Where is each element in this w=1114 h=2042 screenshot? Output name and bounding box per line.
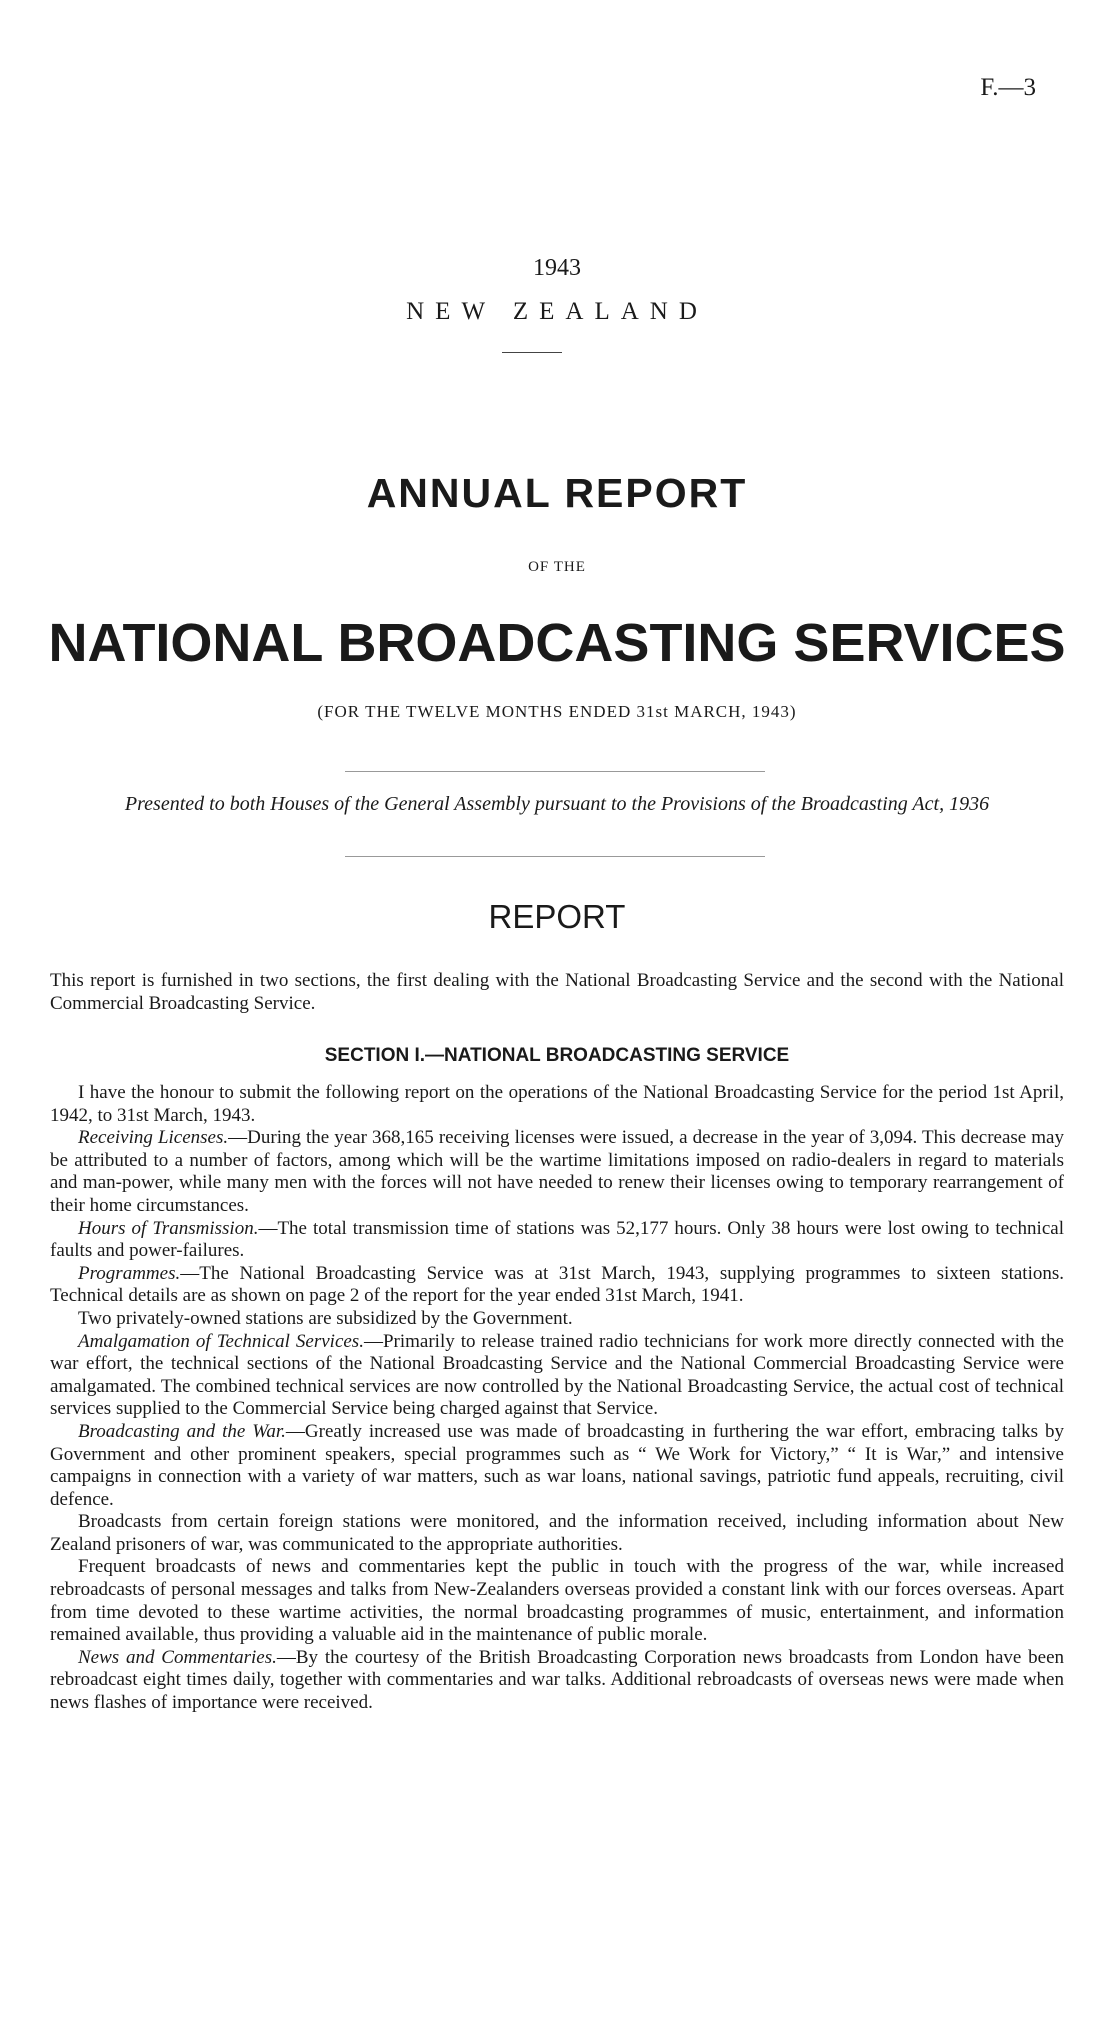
paragraph-text: Broadcasts from certain foreign stations were monitored, and the information received, including information about New Zealand prisoners of war, was communicated to the appropriate authorities. — [50, 1511, 1064, 1555]
paragraph-lead: Amalgamation of Technical Services. — [78, 1330, 364, 1352]
section-body — [50, 1082, 1064, 1715]
paragraph-text: —By the courtesy of the British Broadcasting Corporation news broadcasts from London have been rebroadcast eight times daily, together with commentaries and war talks. Additional rebroadcasts of overseas news were made when news flashes of importance were received. — [50, 1646, 1064, 1714]
paragraph-text: —Greatly increased use was made of broadcasting in furthering the war effort, embracing talks by Government and other prominent speakers, special programmes such as “ We Work for Victory,” “ It is War,” and intensive campaigns in connection with a variety of war matters, such as war loans, national savings, patriotic fund appeals, recruiting, civil defence. — [50, 1420, 1065, 1510]
intro-paragraph: This report is furnished in two sections, the first dealing with the National Broadcasting Service and the second with the National Commercial Broadcasting Service. — [50, 970, 1064, 1014]
annual-report-heading: ANNUAL REPORT — [366, 470, 748, 516]
paragraph — [50, 1127, 1064, 1217]
paragraph — [50, 1511, 1064, 1556]
paragraph-lead: News and Commentaries. — [78, 1646, 277, 1668]
paragraph — [50, 1421, 1064, 1511]
paragraph — [50, 1082, 1064, 1127]
paragraph-lead: Receiving Licenses. — [78, 1127, 229, 1149]
paragraph-text: —During the year 368,165 receiving licenses were issued, a decrease in the year of 3,094. This decrease may be attributed to a number of factors, among which will be the wartime limitations imposed on radio-dealers in regard to materials and man-power, while many men with the forces will not have needed to renew their licenses owing to temporary rearrangement of their home circumstances. — [50, 1127, 1064, 1216]
paragraph-text: I have the honour to submit the following report on the operations of the National Broadcasting Service for the period 1st April, 1942, to 31st March, 1943. — [50, 1082, 1064, 1126]
of-the-label: OF THE — [528, 559, 586, 575]
paragraph — [50, 1308, 1064, 1331]
report-period: (FOR THE TWELVE MONTHS ENDED 31st MARCH, 1943) — [317, 702, 797, 721]
paragraph-lead: Broadcasting and the War. — [78, 1420, 286, 1442]
paragraph-text: —Primarily to release trained radio technicians for work more directly connected with the war effort, the technical sections of the National Broadcasting Service and the National Commercial Broadcasting Service were amalgamated. The combined technical services are now controlled by the National Broadcasting Service, the actual cost of technical services supplied to the Commercial Service being charged against that Service. — [50, 1330, 1064, 1420]
paragraph-text: Frequent broadcasts of news and commentaries kept the public in touch with the progress of the war, while increased rebroadcasts of personal messages and talks from New-Zealanders overseas provided a constant link with our forces overseas. Apart from time devoted to these wartime activities, the normal broadcasting programmes of music, entertainment, and information remained available, thus providing a valuable aid in the maintenance of public morale. — [50, 1556, 1064, 1646]
paragraph — [50, 1556, 1064, 1646]
paragraph-lead: Programmes. — [78, 1262, 181, 1284]
paragraph-lead: Hours of Transmission. — [78, 1217, 259, 1239]
report-year: 1943 — [533, 255, 581, 281]
paragraph — [50, 1263, 1064, 1308]
paragraph-text: —The total transmission time of stations was 52,177 hours. Only 38 hours were lost owing to technical faults and power-failures. — [50, 1217, 1064, 1262]
presented-statement: Presented to both Houses of the General Assembly pursuant to the Provisions of the Broadcasting Act, 1936 — [124, 793, 990, 815]
paragraph — [50, 1647, 1064, 1715]
divider-upper — [345, 771, 765, 772]
report-heading: REPORT — [488, 898, 626, 935]
paragraph — [50, 1331, 1064, 1421]
divider-lower — [345, 856, 765, 857]
divider-short — [502, 352, 562, 353]
page-reference: F.—3 — [980, 74, 1036, 101]
section-heading: SECTION I.—NATIONAL BROADCASTING SERVICE — [324, 1045, 790, 1066]
paragraph-text: —The National Broadcasting Service was at 31st March, 1943, supplying programmes to sixteen stations. Technical details are as shown on page 2 of the report for the year ended 31st March, 1941. — [50, 1262, 1064, 1307]
paragraph — [50, 1218, 1064, 1263]
paragraph-text: Two privately-owned stations are subsidized by the Government. — [78, 1307, 573, 1329]
main-title: NATIONAL BROADCASTING SERVICES — [48, 613, 1066, 673]
country-name: NEW ZEALAND — [406, 298, 708, 325]
